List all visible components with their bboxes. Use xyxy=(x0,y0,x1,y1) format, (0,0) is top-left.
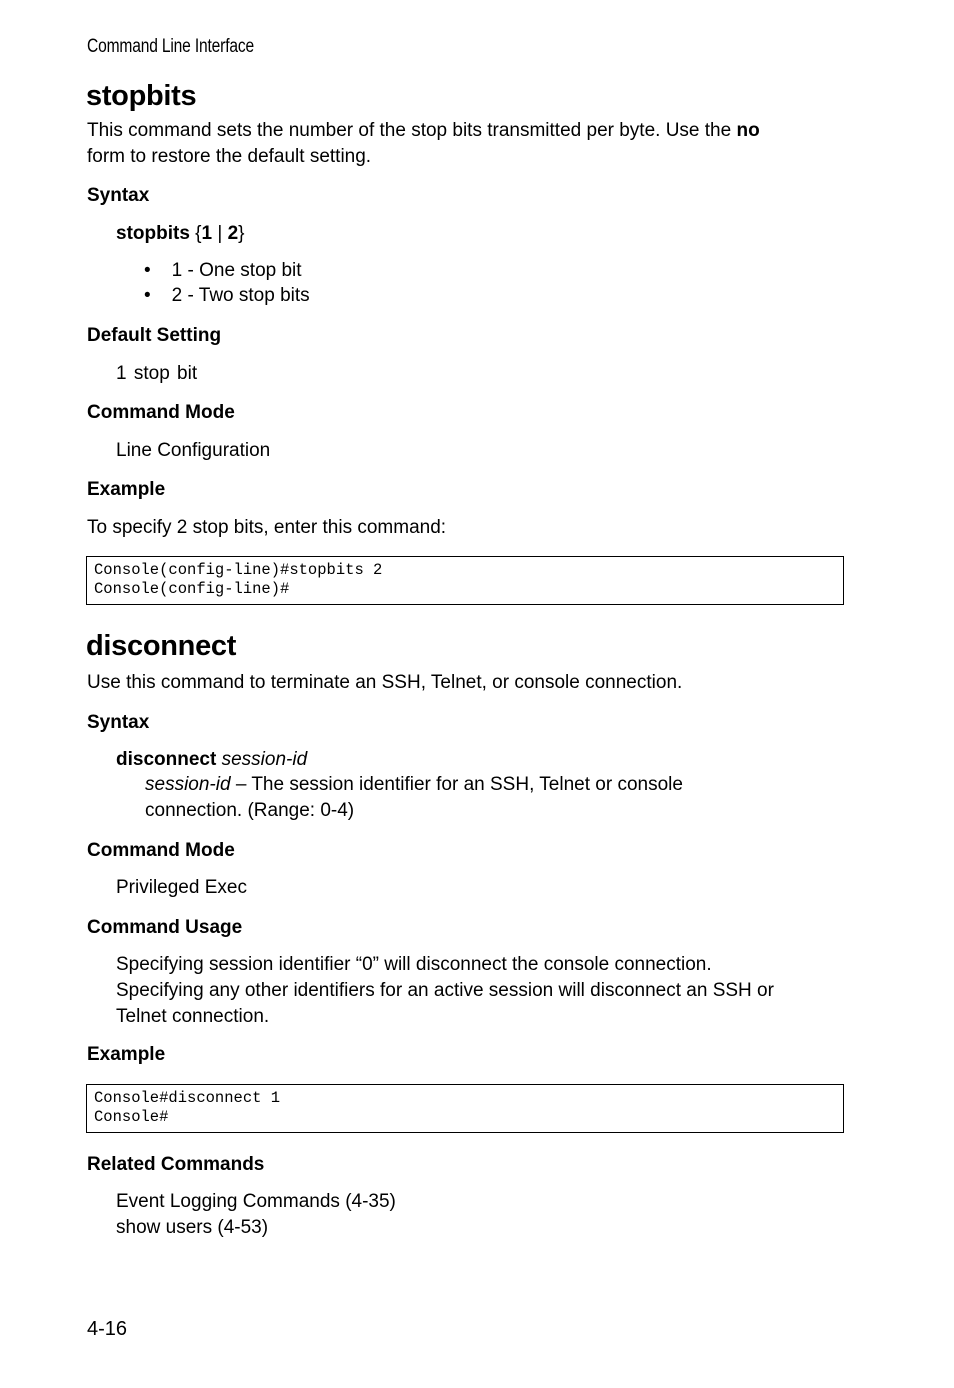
command-usage-heading: Command Usage xyxy=(87,917,243,938)
stopbits-command-mode-value: Line Configuration xyxy=(116,440,271,461)
default-setting-value: 1 stop bit xyxy=(116,363,198,384)
disconnect-description: Use this command to terminate an SSH, Telnet, or console connection. xyxy=(87,672,683,693)
syntax-option-1: 1 xyxy=(201,223,213,244)
bullet-item xyxy=(144,258,302,284)
bullet-dot: • xyxy=(144,260,151,281)
disconnect-command-mode-value: Privileged Exec xyxy=(116,877,247,898)
disconnect-syntax-line xyxy=(116,747,307,773)
related-command-link[interactable]: Event Logging Commands (4-35) xyxy=(116,1191,396,1212)
stopbits-example-intro: To specify 2 stop bits, enter this command: xyxy=(87,517,447,538)
disconnect-syntax-heading: Syntax xyxy=(87,712,150,733)
disconnect-command-mode-heading: Command Mode xyxy=(87,840,235,861)
stopbits-description-text-2: form to restore the default setting. xyxy=(87,146,372,167)
code-line: Console# xyxy=(94,1108,169,1126)
usage-line: Specifying any other identifiers for an active session will disconnect an SSH or xyxy=(116,980,774,1001)
stopbits-syntax-heading: Syntax xyxy=(87,185,150,206)
parameter-text-2: connection. (Range: 0-4) xyxy=(145,800,355,821)
section-title-stopbits: stopbits xyxy=(86,80,197,112)
bullet-item xyxy=(144,283,310,309)
parameter-description xyxy=(145,772,683,824)
disconnect-code-example xyxy=(86,1084,844,1133)
syntax-brace-open: { xyxy=(189,223,202,244)
page-number: 4-16 xyxy=(87,1318,128,1340)
no-keyword: no xyxy=(736,120,760,141)
related-commands-heading: Related Commands xyxy=(87,1154,265,1175)
stopbits-description-text: This command sets the number of the stop bits transmitted per byte. Use the xyxy=(87,120,737,141)
bullet-dot: • xyxy=(144,285,151,306)
syntax-command: disconnect xyxy=(116,749,217,770)
related-commands-list xyxy=(116,1189,396,1241)
parameter-name: session-id xyxy=(145,774,231,795)
bullet-text: 2 - Two stop bits xyxy=(171,285,310,306)
syntax-option-2: 2 xyxy=(227,223,239,244)
syntax-parameter: session-id xyxy=(221,749,308,770)
related-command-link[interactable]: show users (4-53) xyxy=(116,1217,269,1238)
command-usage-text xyxy=(116,952,774,1030)
bullet-text: 1 - One stop bit xyxy=(171,260,302,281)
section-title-disconnect: disconnect xyxy=(86,630,237,662)
syntax-brace-close: } xyxy=(238,223,245,244)
running-header: Command Line Interface xyxy=(87,36,254,57)
parameter-text: – The session identifier for an SSH, Telnet or console xyxy=(230,774,683,795)
stopbits-code-example xyxy=(86,556,844,605)
stopbits-example-heading: Example xyxy=(87,479,166,500)
usage-line: Telnet connection. xyxy=(116,1006,270,1027)
code-line: Console(config-line)#stopbits 2 xyxy=(94,561,383,579)
default-setting-heading: Default Setting xyxy=(87,325,222,346)
code-line: Console#disconnect 1 xyxy=(94,1089,281,1107)
syntax-command: stopbits xyxy=(116,223,190,244)
stopbits-command-mode-heading: Command Mode xyxy=(87,402,235,423)
stopbits-description xyxy=(87,118,760,170)
stopbits-syntax-line xyxy=(116,221,245,247)
usage-line: Specifying session identifier “0” will disconnect the console connection. xyxy=(116,954,712,975)
syntax-separator: | xyxy=(212,223,228,244)
disconnect-example-heading: Example xyxy=(87,1044,166,1065)
code-line: Console(config-line)# xyxy=(94,580,290,598)
